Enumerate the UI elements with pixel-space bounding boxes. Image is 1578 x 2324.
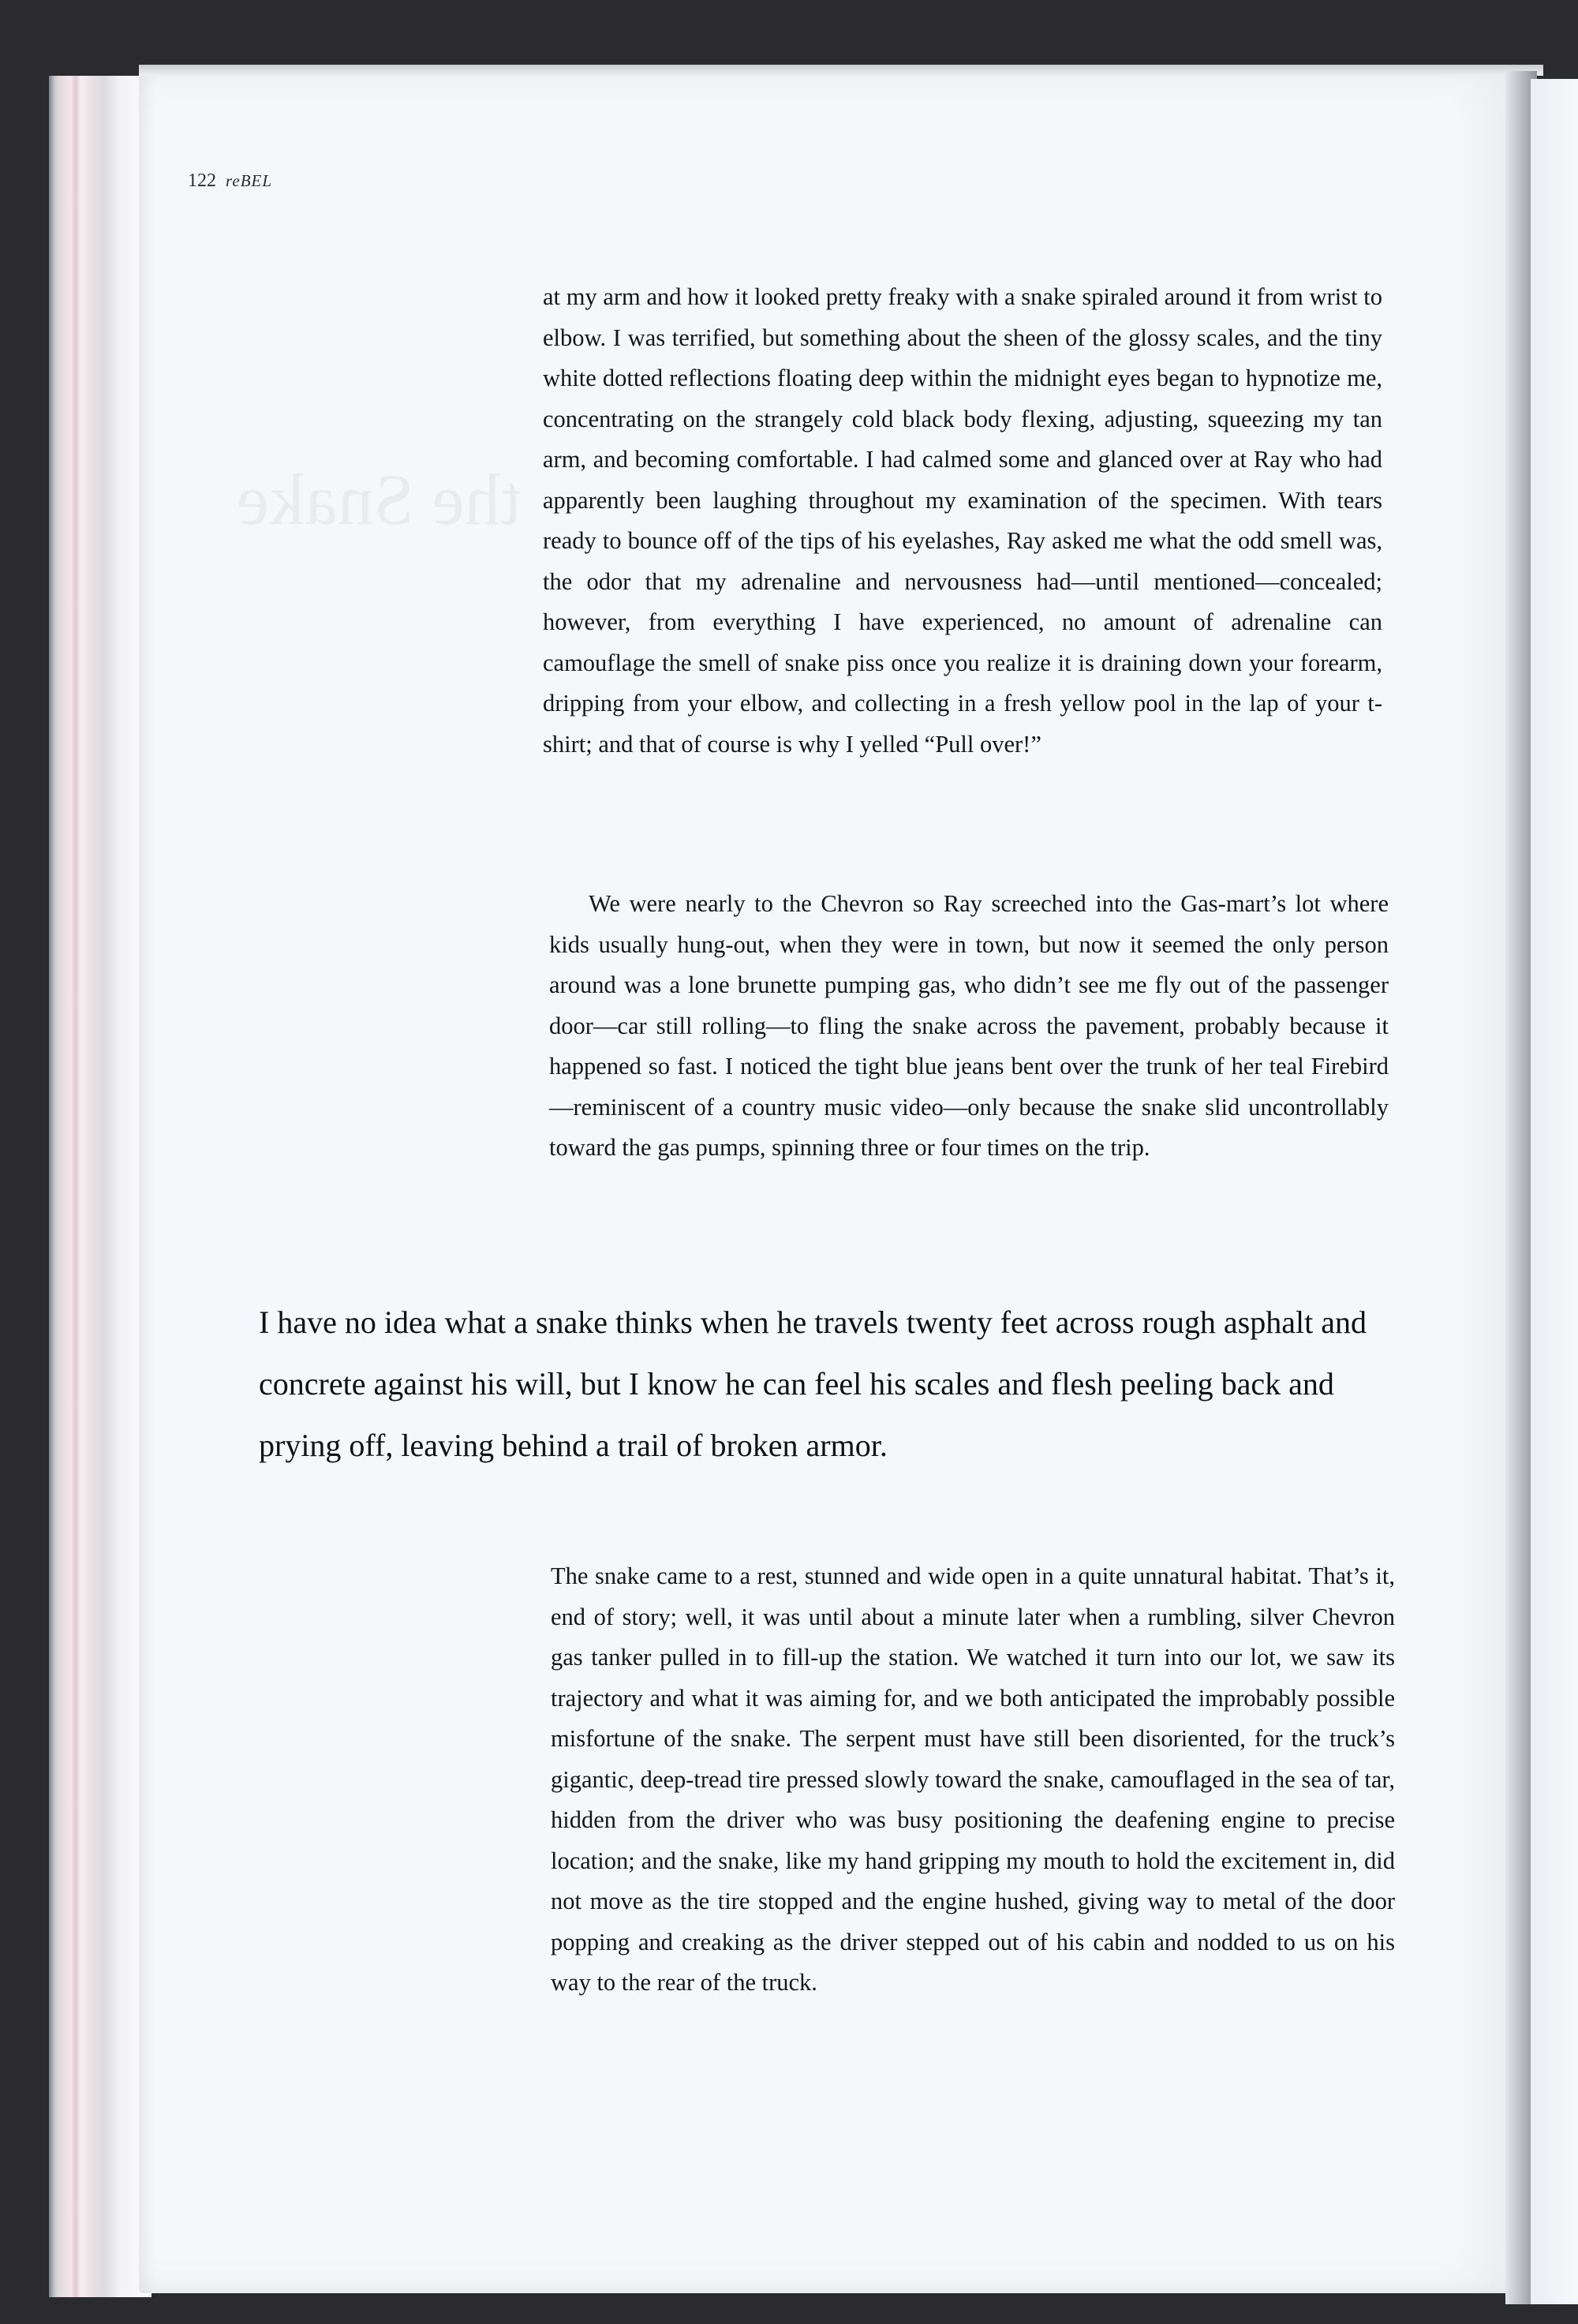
pull-quote: I have no idea what a snake thinks when he travels twenty feet across rough asphalt and concrete against his will, but I know he can feel his scales and flesh peeling back and prying off, leaving behind a trail of broken armor. xyxy=(259,1304,1367,1463)
body-paragraph: We were nearly to the Chevron so Ray screeched into the Gas-mart’s lot where kids usually hung-out, when they were in town, but now it seemed the only person around was a lone brunette pumping gas, who didn’t see me fly out of the passenger door—car still rolling—to fling the snake across the pavement, probably because it happened so fast. I noticed the tight blue jeans bent over the trunk of her teal Firebird—reminiscent of a country music video—only because the snake slid uncontrollably toward the gas pumps, spinning three or four times on the trip. xyxy=(549,890,1389,1161)
running-head xyxy=(188,170,272,192)
show-through-text xyxy=(237,458,521,541)
page-edges xyxy=(49,76,151,2297)
body-paragraph: The snake came to a rest, stunned and wide open in a quite unnatural habitat. That’s it, end of story; well, it was until about a minute later when a rumbling, silver Chevron gas tanker pulled in to fill-up the station. We watched it turn into our lot, we saw its trajectory and what it was aiming for, and we both anticipated the improbably possible misfortune of the snake. The serpent must have still been disoriented, for the truck’s gigantic, deep-tread tire pressed slowly toward the snake, camouflaged in the sea of tar, hidden from the driver who was busy positioning the deafening engine to precise location; and the snake, like my hand gripping my mouth to hold the excitement in, did not move as the tire stopped and the engine hushed, giving way to metal of the door popping and creaking as the driver stepped out of his cabin and nodded to us on his way to the rear of the truck. xyxy=(551,1562,1395,1996)
right-page-edge xyxy=(1531,79,1578,2304)
page-top-edge xyxy=(139,65,1543,76)
page-number: 122 xyxy=(188,170,216,191)
body-paragraph: at my arm and how it looked pretty freaky with a snake spiraled around it from wrist to elbow. I was terrified, but something about the sheen of the glossy scales, and the tiny white dotted reflections floating deep within the midnight eyes began to hypnotize me, concentrating on the strangely cold black body flexing, adjusting, squeezing my tan arm, and becoming comfortable. I had calmed some and glanced over at Ray who had apparently been laughing throughout my examination of the specimen. With tears ready to bounce off of the tips of his eyelashes, Ray asked me what the odd smell was, the odor that my adrenaline and nervousness had—until mentioned—concealed; however, from everything I have experienced, no amount of adrenaline can camouflage the smell of snake piss once you realize it is draining down your forearm, dripping from your elbow, and collecting in a fresh yellow pool in the lap of your t-shirt; and that of course is why I yelled “Pull over!” xyxy=(543,283,1382,758)
running-head-title: reBEL xyxy=(226,171,273,190)
